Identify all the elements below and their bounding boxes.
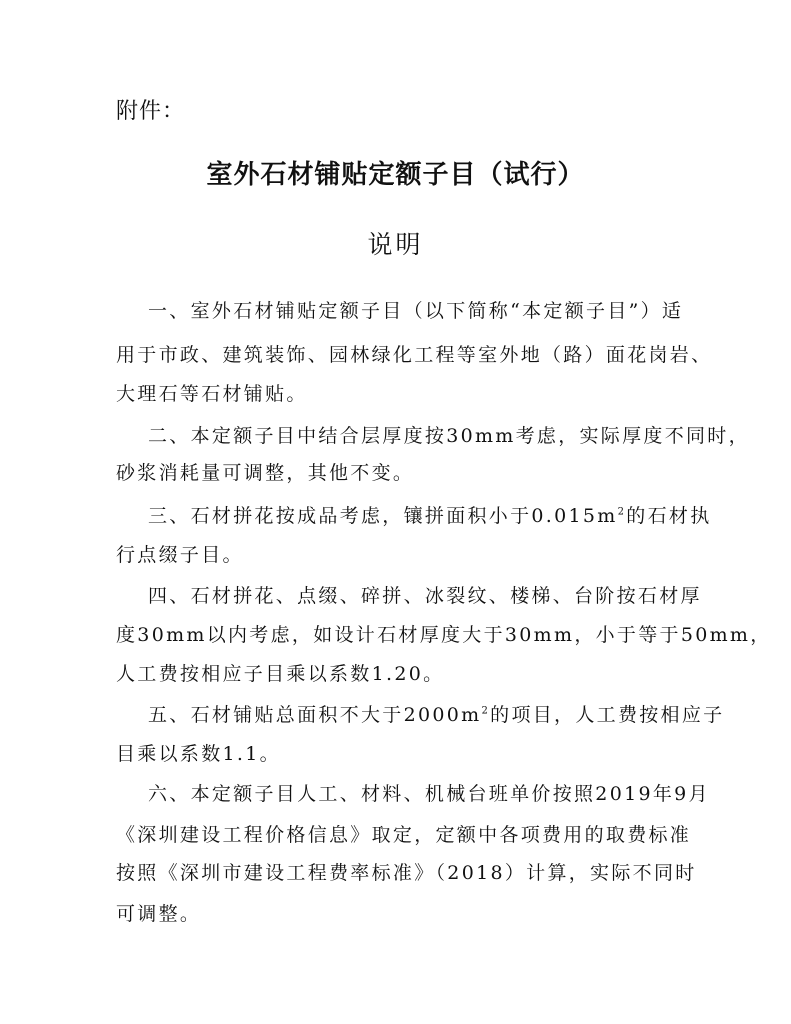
area-unit-superscript: 2 <box>481 705 491 717</box>
paragraph-6-line-4: 可调整。 <box>116 903 202 925</box>
paragraph-1-line-1: 一、室外石材铺贴定额子目（以下简称“本定额子目”）适 <box>148 300 684 322</box>
paragraph-5-line-1 <box>148 700 724 727</box>
paragraph-1-line-3: 大理石等石材铺贴。 <box>116 383 308 405</box>
paragraph-3-line-1 <box>148 501 712 528</box>
paragraph-4-line-2: 度30mm以内考虑，如设计石材厚度大于30mm，小于等于50mm， <box>116 624 772 646</box>
paragraph-2-line-2: 砂浆消耗量可调整，其他不变。 <box>116 462 415 484</box>
paragraph-4-line-3: 人工费按相应子目乘以系数1.20。 <box>116 663 445 685</box>
paragraph-5-line-1-tail: 的项目，人工费按相应子 <box>490 704 725 726</box>
document-title: 室外石材铺贴定额子目（试行） <box>206 160 585 190</box>
paragraph-3-line-1-tail: 的石材执 <box>626 505 712 527</box>
area-unit-superscript: 2 <box>617 506 627 518</box>
paragraph-1-line-2: 用于市政、建筑装饰、园林绿化工程等室外地（路）面花岗岩、 <box>116 344 713 366</box>
paragraph-5-line-1-text: 五、石材铺贴总面积不大于2000m <box>148 704 482 726</box>
attachment-label: 附件： <box>116 99 186 124</box>
paragraph-4-line-1: 四、石材拼花、点缀、碎拼、冰裂纹、楼梯、台阶按石材厚 <box>148 585 702 607</box>
paragraph-6-line-1: 六、本定额子目人工、材料、机械台班单价按照2019年9月 <box>148 783 710 805</box>
paragraph-3-line-1-text: 三、石材拼花按成品考虑，镶拼面积小于0.015m <box>148 505 618 527</box>
paragraph-6-line-2: 《深圳建设工程价格信息》取定，定额中各项费用的取费标准 <box>116 824 692 846</box>
section-heading: 说明 <box>367 230 424 259</box>
paragraph-3-line-2: 行点缀子目。 <box>116 544 244 566</box>
paragraph-2-line-1: 二、本定额子目中结合层厚度按30mm考虑，实际厚度不同时， <box>148 425 750 447</box>
paragraph-5-line-2: 目乘以系数1.1。 <box>116 743 281 765</box>
paragraph-6-line-3: 按照《深圳市建设工程费率标准》（2018）计算，实际不同时 <box>116 862 697 884</box>
